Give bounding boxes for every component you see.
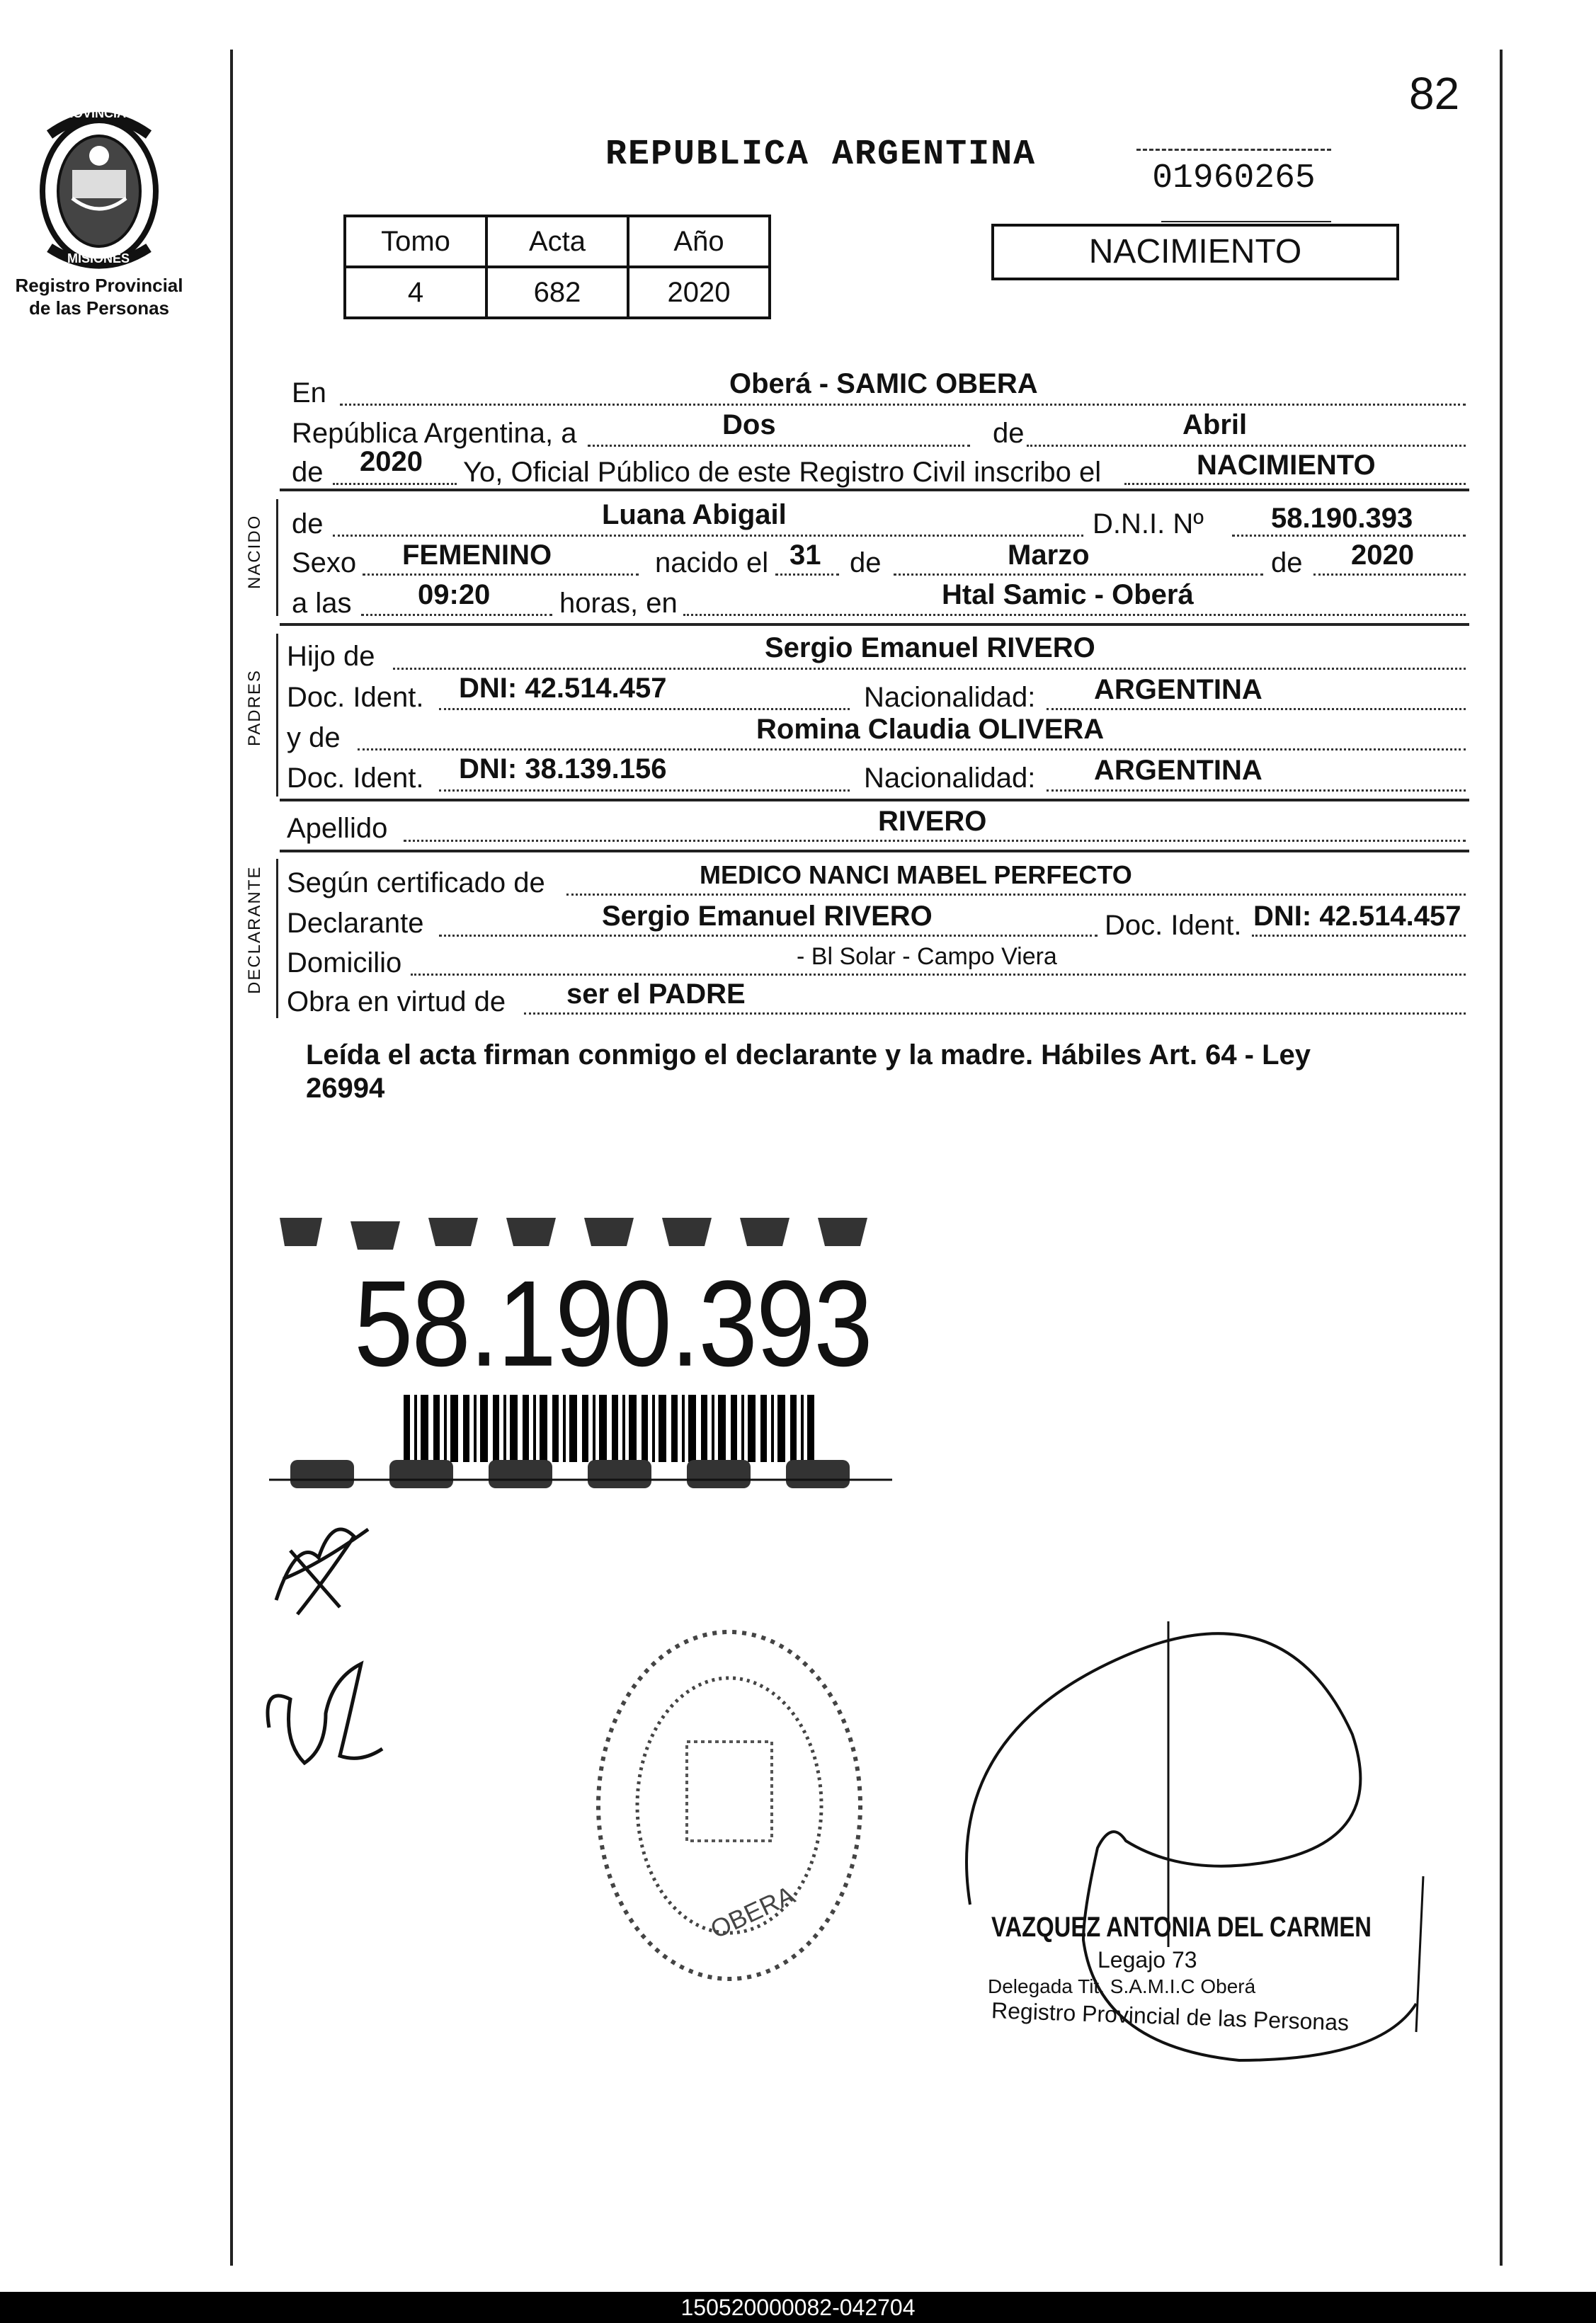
official-registry: Registro Provincial de las Personas [991, 1997, 1350, 2036]
certificate-issuer: MEDICO NANCI MABEL PERFECTO [700, 860, 1132, 889]
en-label: En [292, 377, 326, 409]
republica-label: República Argentina, a [292, 418, 577, 449]
section-divider [280, 799, 1469, 801]
declarante-bracket [276, 859, 278, 1018]
dots [363, 573, 639, 576]
declarant-address: - Bl Solar - Campo Viera [797, 943, 1057, 970]
padres-bracket [276, 634, 278, 797]
dots [411, 974, 1466, 976]
registration-day: Dos [722, 409, 776, 440]
father-name: Sergio Emanuel RIVERO [765, 632, 1095, 663]
nacido-de-label: de [292, 508, 324, 540]
serial-number: 01960265 [1152, 159, 1316, 198]
birth-hospital: Htal Samic - Oberá [942, 579, 1194, 610]
de-label-3: de [850, 547, 882, 578]
dots [404, 840, 1466, 842]
child-sex: FEMENINO [402, 540, 552, 571]
registration-year: 2020 [360, 446, 423, 477]
registry-logo-line1: Registro Provincial [15, 275, 183, 296]
acta-header: Acta [486, 216, 628, 267]
official-legajo: Legajo 73 [1098, 1947, 1197, 1973]
de-label-4: de [1271, 547, 1303, 578]
dots [588, 445, 970, 447]
dots [1232, 535, 1466, 537]
dots [439, 708, 850, 710]
child-name: Luana Abigail [602, 499, 787, 530]
official-name: VAZQUEZ ANTONIA DEL CARMEN [991, 1912, 1372, 1943]
mother-doc-label: Doc. Ident. [287, 763, 424, 794]
dots [1027, 445, 1466, 447]
oficial-text: Yo, Oficial Público de este Registro Civil inscribo el [463, 457, 1102, 488]
dots [393, 668, 1466, 670]
dni-sticker [269, 1204, 892, 1508]
dots [683, 614, 1466, 616]
nacido-el-label: nacido el [655, 547, 769, 578]
a-las-label: a las [292, 588, 352, 619]
official-role: Delegada Tit. S.A.M.I.C Oberá [988, 1975, 1256, 1997]
dots [894, 573, 1263, 576]
sexo-label: Sexo [292, 547, 357, 578]
birth-place-registry: Oberá - SAMIC OBERA [729, 368, 1038, 399]
tomo-header: Tomo [345, 216, 486, 267]
registry-logo-line2: de las Personas [29, 297, 169, 319]
official-seal [581, 1614, 878, 2004]
father-nationality-label: Nacionalidad: [864, 682, 1036, 713]
mother-dni: DNI: 38.139.156 [459, 753, 667, 784]
y-de-label: y de [287, 722, 341, 753]
left-margin-line [230, 50, 233, 2266]
dots [333, 483, 457, 485]
declarant-name: Sergio Emanuel RIVERO [602, 901, 933, 932]
closing-text-line1: Leída el acta firman conmigo el declarante y la madre. Hábiles Art. 64 - Ley [306, 1039, 1311, 1071]
declarante-side-label: DECLARANTE [245, 865, 264, 994]
dots [361, 614, 552, 616]
obra-label: Obra en virtud de [287, 986, 506, 1017]
birth-year: 2020 [1351, 540, 1414, 571]
dots [333, 535, 1083, 537]
section-divider [280, 489, 1469, 491]
apellido-label: Apellido [287, 813, 388, 844]
serial-box [1136, 149, 1331, 207]
serial-underline [1161, 221, 1331, 222]
horas-label: horas, en [559, 588, 678, 619]
doc-type-label: NACIMIENTO [1088, 233, 1302, 270]
doc-type-box [991, 224, 1399, 280]
nacido-bracket [276, 499, 278, 616]
declarant-dni: DNI: 42.514.457 [1253, 901, 1461, 932]
certificado-label: Según certificado de [287, 867, 545, 898]
registration-month: Abril [1182, 409, 1248, 440]
birth-time: 09:20 [418, 579, 491, 610]
dots [775, 573, 839, 576]
footer-bar [0, 2292, 1596, 2323]
dots [1047, 789, 1466, 792]
sticker-dni-number: 58.190.393 [354, 1255, 872, 1392]
declarant-signature [255, 1508, 382, 1628]
emblem-icon [28, 106, 170, 269]
dots [524, 1012, 1466, 1015]
footer-code: 150520000082-042704 [680, 2295, 916, 2320]
birth-month: Marzo [1008, 540, 1090, 571]
declarant-doc-label: Doc. Ident. [1105, 910, 1242, 941]
father-doc-label: Doc. Ident. [287, 682, 424, 713]
dots [1252, 935, 1466, 937]
mother-nationality-label: Nacionalidad: [864, 763, 1036, 794]
section-divider [280, 623, 1469, 626]
emblem-bottom-text: MISIONES [67, 251, 130, 266]
birth-day: 31 [790, 540, 821, 571]
tomo-value: 4 [345, 267, 486, 318]
country-title: REPUBLICA ARGENTINA [605, 135, 1037, 175]
dots [439, 789, 850, 792]
mother-nationality: ARGENTINA [1094, 755, 1262, 786]
registry-table [343, 215, 771, 319]
dots [566, 894, 1466, 896]
page-number: 82 [1409, 68, 1460, 119]
declarant-role: ser el PADRE [566, 978, 746, 1010]
padres-side-label: PADRES [245, 669, 264, 746]
domicilio-label: Domicilio [287, 947, 402, 978]
sticker-bottom-pattern-icon [269, 1451, 892, 1508]
child-dni: 58.190.393 [1271, 503, 1413, 534]
de-label: de [993, 418, 1025, 449]
anio-header: Año [628, 216, 770, 267]
province-emblem [28, 106, 170, 269]
dots [1313, 573, 1466, 576]
section-divider [280, 850, 1469, 852]
mother-name: Romina Claudia OLIVERA [756, 714, 1105, 745]
father-nationality: ARGENTINA [1094, 674, 1262, 705]
mother-signature [255, 1643, 397, 1784]
event-type: NACIMIENTO [1197, 450, 1376, 481]
hijo-de-label: Hijo de [287, 641, 375, 672]
emblem-top-text: PROVINCIA DE [55, 106, 147, 120]
de-label-2: de [292, 457, 324, 488]
father-dni: DNI: 42.514.457 [459, 673, 667, 704]
seal-text: OBERA [706, 1880, 799, 1944]
dni-label: D.N.I. Nº [1093, 508, 1204, 540]
declarante-label: Declarante [287, 908, 424, 939]
closing-text-line2: 26994 [306, 1073, 385, 1104]
surname: RIVERO [878, 806, 987, 837]
nacido-side-label: NACIDO [245, 514, 264, 589]
dots [1124, 483, 1466, 485]
dots [340, 404, 1466, 406]
dots [439, 935, 1098, 937]
right-margin-line [1500, 50, 1503, 2266]
dots [1047, 708, 1466, 710]
dots [358, 748, 1466, 750]
acta-value: 682 [486, 267, 628, 318]
anio-value: 2020 [628, 267, 770, 318]
